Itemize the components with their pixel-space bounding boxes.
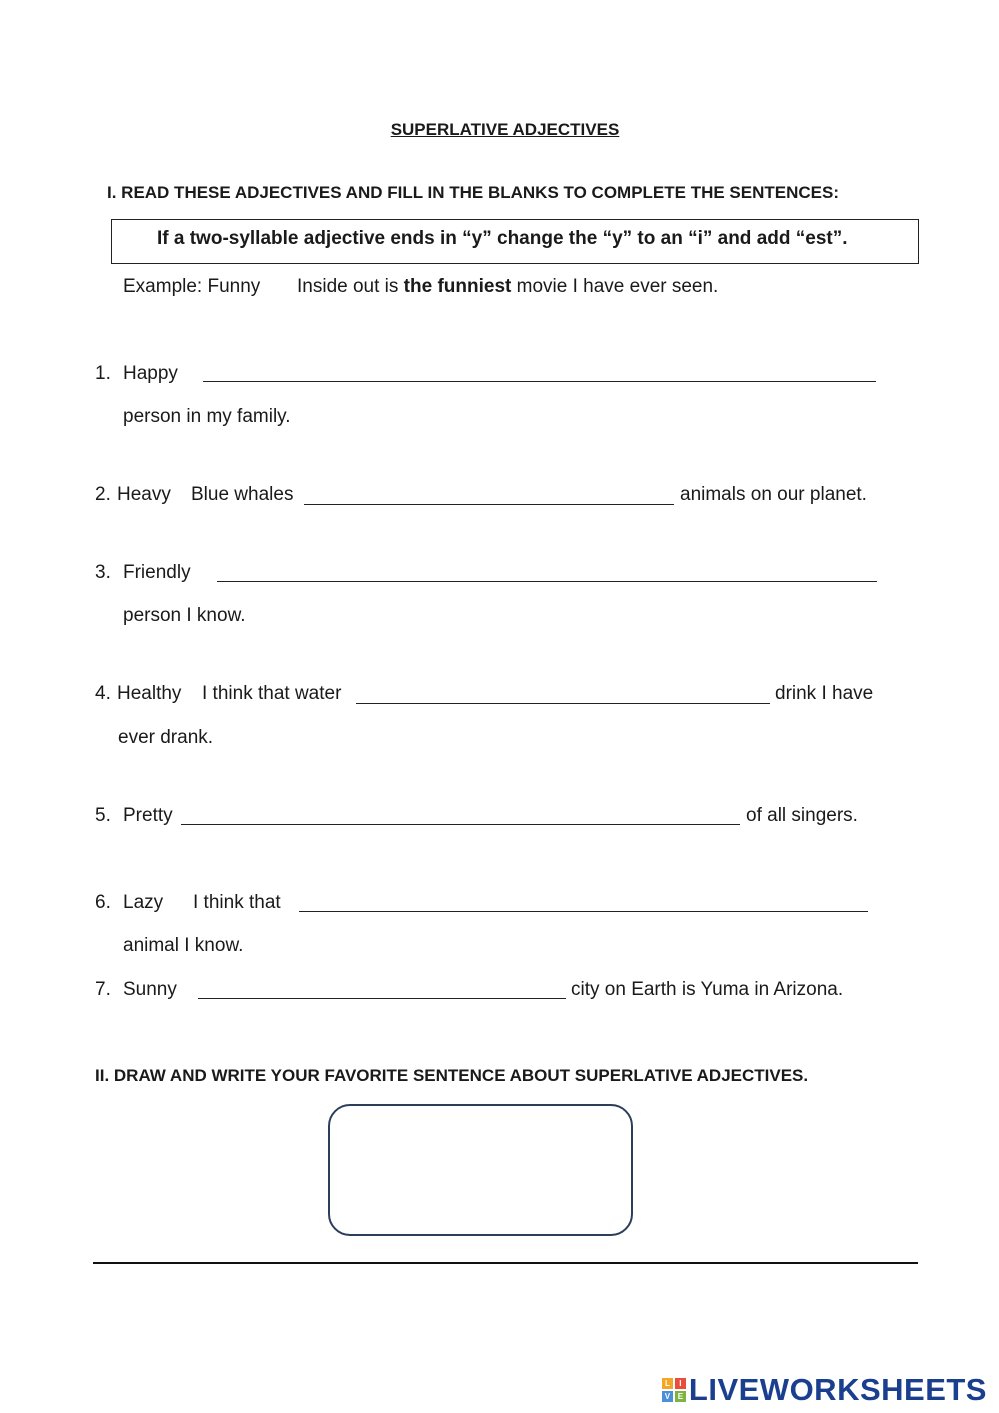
rule-text: If a two-syllable adjective ends in “y” change the “y” to an “i” and add “est”. [157,228,848,249]
example-bold: the funniest [403,276,512,297]
item-6-blank[interactable] [299,891,868,912]
item-7-number: 7. [95,979,111,1000]
item-1-continuation: person in my family. [123,406,291,427]
item-5-word: Pretty [123,805,173,826]
item-1-blank[interactable] [203,361,876,382]
item-4-word: Healthy [117,683,182,704]
example-before: Inside out is [297,276,404,297]
item-1-number: 1. [95,363,111,384]
logo-tile-i: I [675,1378,686,1389]
item-2-before: Blue whales [191,484,294,505]
item-5-number: 5. [95,805,111,826]
example-label: Example: Funny [123,276,261,297]
item-2-after: animals on our planet. [680,484,867,505]
item-2-number: 2. [95,484,111,505]
item-6-number: 6. [95,892,111,913]
liveworksheets-logo [662,1372,987,1408]
example-sentence [297,276,718,298]
item-7-word: Sunny [123,979,177,1000]
item-5-after: of all singers. [746,805,858,826]
item-2-word: Heavy [117,484,171,505]
drawing-box[interactable] [328,1104,633,1236]
item-1-word: Happy [123,363,178,384]
item-4-number: 4. [95,683,111,704]
logo-tile-v: V [662,1391,673,1402]
item-5-blank[interactable] [181,804,740,825]
worksheet-title: SUPERLATIVE ADJECTIVES [390,120,620,139]
item-3-blank[interactable] [217,561,877,582]
item-6-before: I think that [193,892,281,913]
item-3-continuation: person I know. [123,605,246,626]
writing-line[interactable] [93,1262,918,1264]
item-3-number: 3. [95,562,111,583]
item-7-after: city on Earth is Yuma in Arizona. [571,979,844,1000]
item-4-after: drink I have [775,683,874,704]
example-after: movie I have ever seen. [511,276,719,297]
item-4-before: I think that water [202,683,342,704]
section-1-heading: I. READ THESE ADJECTIVES AND FILL IN THE BLANKS TO COMPLETE THE SENTENCES: [107,183,840,202]
item-2-blank[interactable] [304,484,674,505]
item-7-blank[interactable] [198,978,566,999]
item-6-continuation: animal I know. [123,935,244,956]
item-3-word: Friendly [123,562,191,583]
section-2-heading: II. DRAW AND WRITE YOUR FAVORITE SENTENCE ABOUT SUPERLATIVE ADJECTIVES. [95,1066,809,1085]
logo-mark-icon [662,1378,686,1402]
logo-text: LIVEWORKSHEETS [688,1372,987,1407]
item-4-continuation: ever drank. [118,727,214,748]
logo-tile-l: L [662,1378,673,1389]
item-6-word: Lazy [123,892,164,913]
item-4-blank[interactable] [356,683,770,704]
logo-tile-e: E [675,1391,686,1402]
